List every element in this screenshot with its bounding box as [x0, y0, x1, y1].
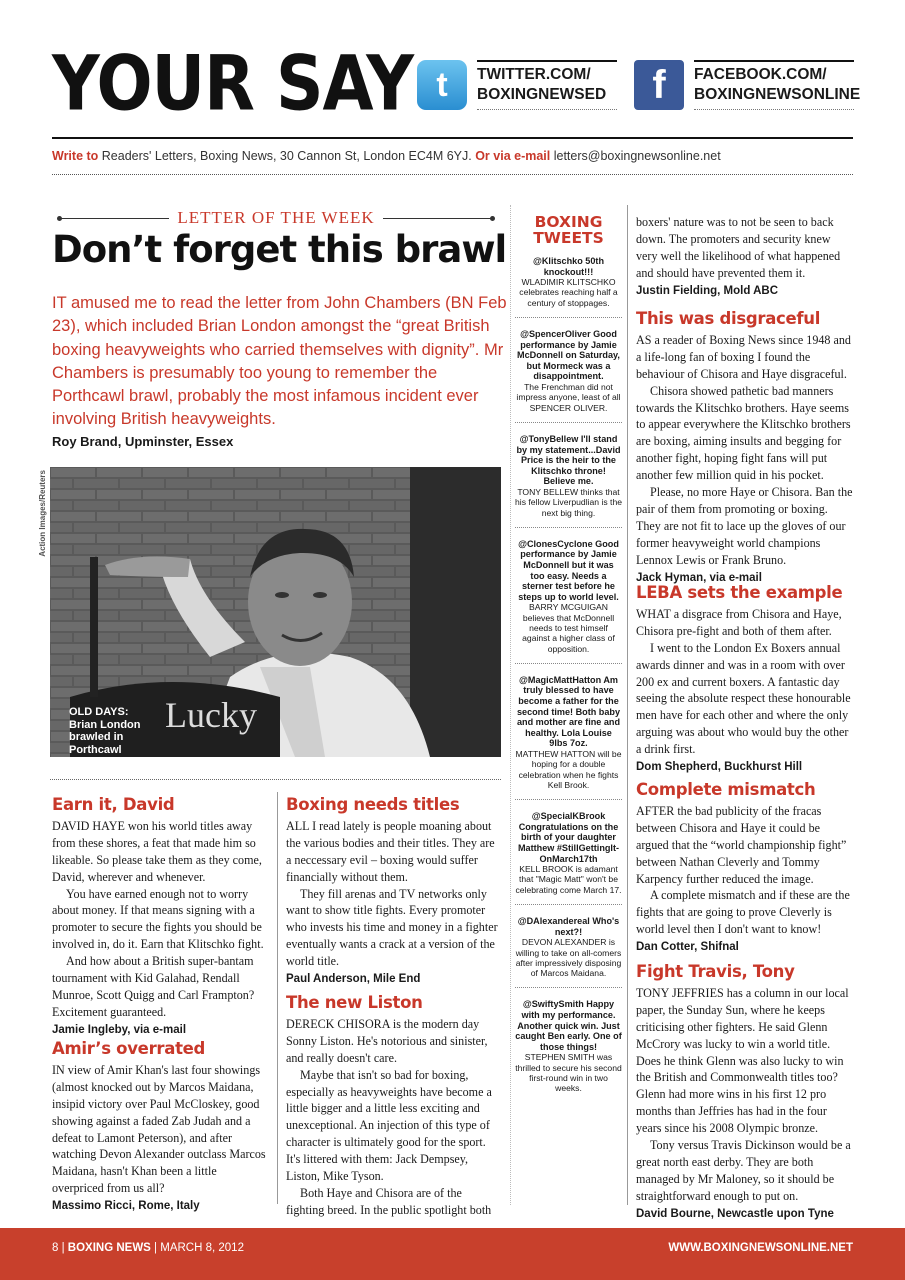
- footer-sep: |: [58, 1242, 68, 1254]
- facebook-glyph: f: [652, 62, 666, 107]
- letter-paragraph: WHAT a disgrace from Chisora and Haye, Chisora pre-fight and both of them after.: [636, 606, 842, 638]
- letter-paragraph: Tony versus Travis Dickinson would be a great north east derby. They are both managed by Mr Maloney, so it should be straightforward enough to put on.: [636, 1138, 851, 1203]
- header-rule: [52, 137, 853, 139]
- letter-paragraph: AFTER the bad publicity of the fracas between Chisora and Haye it could be argued that the “world championship fight” between Nathan Cleverly and Tommy Karpency further reduced the image.: [636, 803, 847, 886]
- write-to-address: Readers' Letters, Boxing News, 30 Cannon St, London EC4M 6YJ.: [98, 149, 476, 163]
- caption-line3: brawled in: [69, 731, 124, 743]
- letter-of-week-kicker: [52, 208, 500, 228]
- tweet-desc: WLADIMIR KLITSCHKO celebrates reaching half a century of stoppages.: [519, 277, 618, 308]
- tweet-item: [515, 329, 622, 423]
- letter-paragraph: IN view of Amir Khan's last four showings (almost knocked out by Marcos Maidana, insipid victory over Paul McCloskey, good showing against a faded Zab Judah and a defeat to Lamont Peterson), and after watching Devon Alexander outclass Marcos Maidana, hasn't Khan been a little overpriced from us all?: [52, 1062, 266, 1196]
- letter-paragraph: ALL I read lately is people moaning about the various bodies and their titles. They are a neccessary evil – boxing would suffer financially without them.: [286, 818, 495, 884]
- tweet-item: [515, 256, 622, 318]
- tweet-desc: DEVON ALEXANDER is willing to take on all-comers after impressively disposing of Marcos Maidana.: [515, 937, 622, 979]
- letter-title: Amir’s overrated: [52, 1039, 206, 1058]
- photo-caption: [69, 706, 141, 756]
- tweet-handle: @MagicMattHatton Am truly blessed to have become a father for the second time! Both baby and mother are fine and healthy. Lola Louise 9lbs 7oz.: [516, 674, 621, 749]
- tweet-item: [515, 811, 622, 905]
- letter-title: This was disgraceful: [636, 309, 821, 328]
- tweet-item: [515, 434, 622, 528]
- letter-signature: Jack Hyman, via e-mail: [636, 571, 762, 584]
- twitter-link[interactable]: [417, 60, 617, 110]
- letter-title: The new Liston: [286, 993, 423, 1012]
- letter-paragraph: You have earned enough not to worry about money. If that means signing with a promoter to secure the fights you should be involved in, do it. Earn that Klitschko fight.: [52, 886, 264, 952]
- letter-paragraph: They fill arenas and TV networks only want to show title fights. Every promoter who invests his time and money in a fighter eventually wants a crack at a version of the world title.: [286, 886, 498, 969]
- facebook-line1: FACEBOOK.COM/: [694, 66, 827, 83]
- letter-complete-mismatch: [636, 782, 854, 956]
- tweet-handle: @TonyBellew I'll stand by my statement...David Price is the heir to the Klitschko throne! Believe me.: [516, 433, 621, 487]
- twitter-line1: TWITTER.COM/: [477, 66, 591, 83]
- letter-fight-travis-tony: [636, 964, 854, 1223]
- letter-paragraph: And how about a British super-bantam tournament with Kid Galahad, Rendall Munroe, Scott Quigg and Carl Frampton? Excitement guaranteed.: [52, 954, 255, 1019]
- page-footer: [0, 1228, 905, 1280]
- letter-the-new-liston: [286, 995, 501, 1219]
- tweet-handle: @SwiftySmith Happy with my performance. Another quick win. Just caught Ben early. One of those things!: [515, 999, 622, 1052]
- dotted-rule: [52, 174, 853, 175]
- letter-title: Boxing needs titles: [286, 795, 460, 814]
- letter-paragraph: I went to the London Ex Boxers annual awards dinner and was in a room with over 200 ex and current boxers. A fantastic day seeing the absolute respect these honourable men have for each other and where the only arguing was about who would buy the other a drink first.: [636, 640, 851, 757]
- letter-body: IT amused me to read the letter from John Chambers (BN Feb 23), which included Brian London amongst the “great British boxing heavyweights who carried themselves with dignity”. Mr Chambers is presumably too young to remember the Porthcawl brawl, probably the most infamous incident ever involving British heavyweights.: [52, 294, 507, 429]
- letter-signature: Paul Anderson, Mile End: [286, 973, 421, 986]
- letter-paragraph: Maybe that isn't so bad for boxing, especially as heavyweights have become a little bigger and a little less exciting and unexceptional. An injection of this type of character is ultimately good for the sport. It's littered with them: Jack Dempsey, Liston, Mike Tyson.: [286, 1067, 492, 1184]
- letter-signature: David Bourne, Newcastle upon Tyne: [636, 1207, 834, 1220]
- letter-paragraph: Please, no more Haye or Chisora. Ban the pair of them from promoting or boxing. They are not fit to lace up the gloves of our former heavyweight world champions Lennox Lewis or Frank Bruno.: [636, 485, 853, 567]
- letter-paragraph: Chisora showed pathetic bad manners towards the Klitschko brothers. Haye seems to appear everywhere the Klitschko brothers are boxing, aiming insults and begging for another fight, hoping fight fans will put another few million quid in his pocket.: [636, 383, 851, 483]
- letter-paragraph: DAVID HAYE won his world titles away from these shores, a feat that made him so likeable. So please take them as they come, David, wherever and whenever.: [52, 818, 262, 884]
- tweets-heading-line2: TWEETS: [533, 229, 604, 247]
- column-divider: [277, 792, 278, 1204]
- letter-title: Earn it, David: [52, 795, 175, 814]
- write-to-label: Write to: [52, 149, 99, 163]
- letter-headline: Don’t forget this brawl: [52, 228, 507, 271]
- tweet-handle: @SpecialKBrook Congratulations on the birth of your daughter Matthew #StillGettingIt-OnMarch17th: [517, 811, 620, 864]
- kicker-line-right: [383, 218, 492, 219]
- photo-credit: Action Images/Reuters: [38, 470, 47, 557]
- publication-name: BOXING NEWS: [67, 1242, 151, 1254]
- letter-paragraph: AS a reader of Boxing News since 1948 and a life-long fan of boxing I found the behaviour of Chisora and Haye disgraceful.: [636, 332, 851, 381]
- tweet-desc: BARRY MCGUIGAN believes that McDonnell needs to test himself against a higher class of opposition.: [522, 602, 615, 654]
- tweet-desc: MATTHEW HATTON will be hoping for a double celebration when he fights Kell Brook.: [515, 749, 622, 790]
- letter-signature: Jamie Ingleby, via e-mail: [52, 1023, 187, 1036]
- tweet-item: [515, 675, 622, 800]
- kicker-line-left: [60, 218, 169, 219]
- facebook-icon: [634, 60, 684, 110]
- website-link[interactable]: WWW.BOXINGNEWSONLINE.NET: [668, 1242, 853, 1254]
- tweet-handle: @SpencerOliver Good performance by Jamie McDonnell on Saturday, but Mormeck was a disappointment.: [517, 329, 620, 382]
- letter-signature: Dan Cotter, Shifnal: [636, 941, 739, 954]
- letter-paragraph: boxers' nature was to not be seen to back down. The promoters and security knew very well the likelihood of what happened and should have prevented them it.: [636, 215, 841, 280]
- facebook-link[interactable]: [634, 60, 861, 110]
- letter-continued: [636, 214, 854, 300]
- footer-folio: [52, 1242, 244, 1254]
- letter-signature: Roy Brand, Upminster, Essex: [52, 434, 234, 449]
- tweet-desc: The Frenchman did not impress anyone, least of all SPENCER OLIVER.: [516, 382, 621, 413]
- tweets-heading-line1: BOXING: [534, 213, 603, 231]
- tweet-item: [515, 539, 622, 664]
- twitter-line2: BOXINGNEWSED: [477, 86, 607, 103]
- twitter-bird-icon: [417, 60, 467, 110]
- letter-paragraph: TONY JEFFRIES has a column in our local paper, the Sunday Sun, where he keeps criticising other fighters. He said Glenn McCrory was lucky to win a world title. Does he think Glenn was also lucky to win the British and Commonwealth titles too? Glenn had more wins in his first 12 pro months than Jeffries has had in the four years since his 2008 Olympic bronze.: [636, 985, 849, 1136]
- boxing-tweets-column: [515, 214, 622, 1114]
- letter-leba-sets-the-example: [636, 585, 854, 776]
- issue-date: MARCH 8, 2012: [160, 1242, 244, 1254]
- letter-signature: Dom Shepherd, Buckhurst Hill: [636, 761, 803, 774]
- column-rule: [50, 779, 501, 780]
- letter-boxing-needs-titles: [286, 797, 501, 988]
- page-title: YOUR SAY: [52, 39, 414, 128]
- caption-line4: Porthcawl: [69, 743, 122, 756]
- lucky-sign-text: Lucky: [165, 695, 257, 735]
- tweets-heading: [515, 214, 622, 246]
- tweet-handle: @DAlexandereal Who's next?!: [517, 916, 620, 937]
- letter-signature: Justin Fielding, Mold ABC: [636, 284, 779, 297]
- tweet-desc: KELL BROOK is adamant that "Magic Matt" won't be celebrating come March 17.: [515, 864, 622, 895]
- tweet-desc: TONY BELLEW thinks that his fellow Liverpudlian is the next big thing.: [515, 486, 623, 518]
- letter-this-was-disgraceful: [636, 311, 854, 587]
- caption-line2: Brian London: [69, 718, 141, 731]
- kicker-text: LETTER OF THE WEEK: [177, 208, 375, 227]
- page-number: 8: [52, 1242, 59, 1254]
- caption-line1: OLD DAYS:: [69, 706, 129, 718]
- tweet-handle: @ClonesCyclone Good performance by Jamie McDonnell but it was too easy. Needs a sterner test before he steps up to world level.: [518, 538, 619, 602]
- write-to-line: [52, 149, 721, 163]
- twitter-glyph: t: [436, 65, 448, 104]
- letter-title: Complete mismatch: [636, 780, 816, 799]
- email-label: Or via e-mail: [475, 149, 551, 163]
- letter-paragraph: Both Haye and Chisora are of the fighting breed. In the public spotlight both: [286, 1185, 492, 1217]
- tweet-item: [515, 916, 622, 988]
- tweets-divider-left: [510, 205, 511, 1205]
- letter-amirs-overrated: [52, 1041, 270, 1215]
- tweet-desc: STEPHEN SMITH was thrilled to secure his second first-round win in two weeks.: [515, 1052, 622, 1094]
- tweets-divider-right: [627, 205, 628, 1205]
- tweet-item: [515, 999, 622, 1102]
- letter-paragraph: A complete mismatch and if these are the fights that are going to prove Cleverly is world level then I don't want to know!: [636, 888, 850, 937]
- letter-title: Fight Travis, Tony: [636, 962, 795, 981]
- letter-earn-it-david: [52, 797, 270, 1039]
- letter-signature: Massimo Ricci, Rome, Italy: [52, 1200, 200, 1213]
- footer-sep: |: [150, 1242, 161, 1254]
- email-address[interactable]: letters@boxingnewsonline.net: [550, 149, 721, 163]
- tweet-handle: @Klitschko 50th knockout!!!: [532, 256, 605, 277]
- letter-title: LEBA sets the example: [636, 583, 843, 602]
- facebook-line2: BOXINGNEWSONLINE: [694, 86, 861, 103]
- letter-paragraph: DERECK CHISORA is the modern day Sonny Liston. He's notorious and sinister, and really doesn't care.: [286, 1016, 488, 1065]
